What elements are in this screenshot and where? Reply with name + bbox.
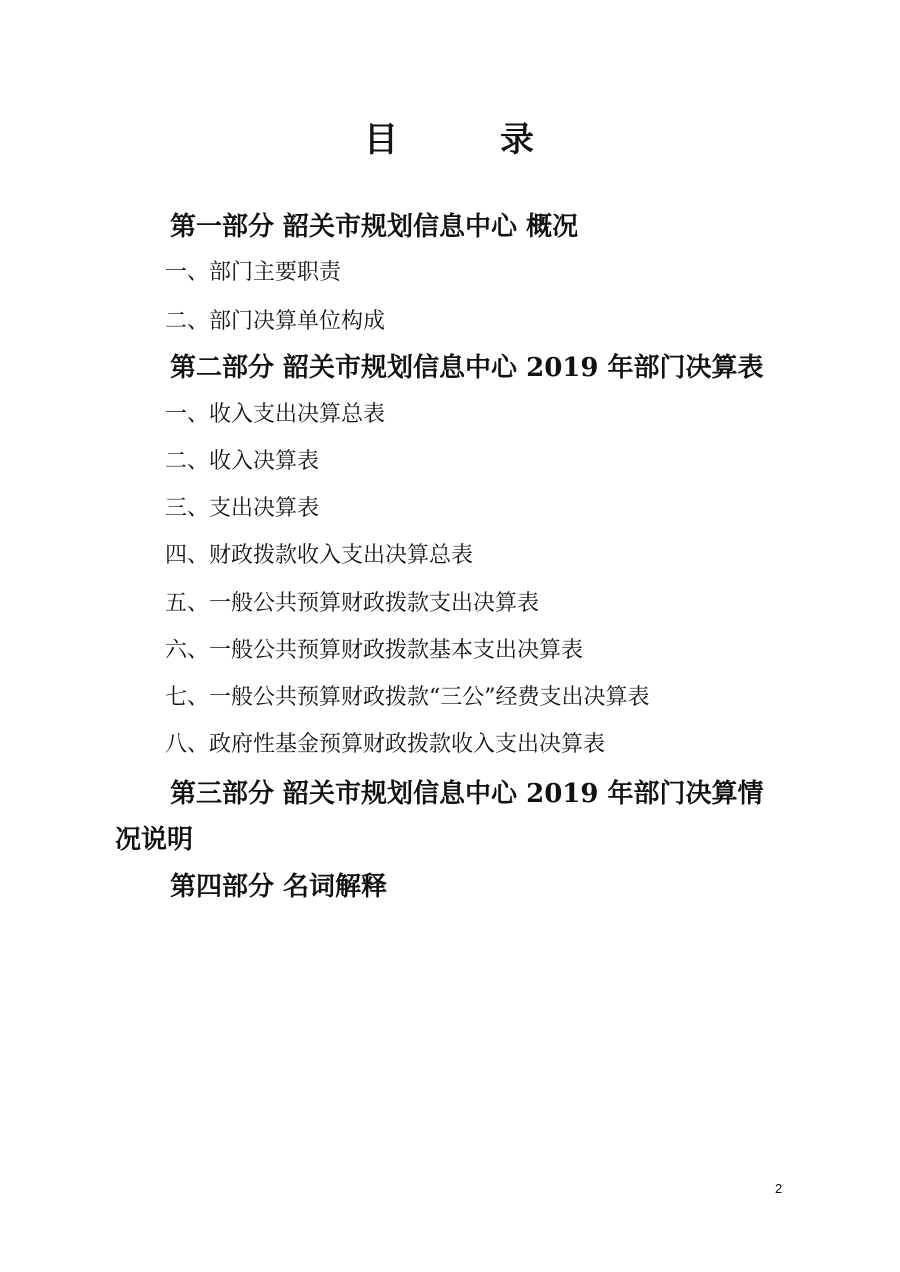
title-char-right: 录	[500, 120, 536, 160]
page-number: 2	[775, 1181, 783, 1196]
toc-part-2-heading[interactable]: 第二部分 韶关市规划信息中心 2019 年部门决算表	[170, 353, 764, 383]
toc-item[interactable]: 三、支出决算表	[165, 496, 320, 521]
title-char-left: 目	[364, 120, 400, 160]
toc-item[interactable]: 五、一般公共预算财政拨款支出决算表	[165, 591, 540, 616]
toc-part-3-line-1: 第三部分 韶关市规划信息中心 2019 年部门决算情	[170, 779, 764, 809]
toc-item[interactable]: 四、财政拨款收入支出决算总表	[165, 543, 474, 568]
toc-item[interactable]: 二、部门决算单位构成	[165, 309, 386, 334]
toc-item[interactable]: 六、一般公共预算财政拨款基本支出决算表	[165, 638, 584, 663]
toc-part-1-heading[interactable]: 第一部分 韶关市规划信息中心 概况	[170, 212, 579, 242]
toc-part-3-line-2: 况说明	[115, 825, 194, 855]
toc-item[interactable]: 一、部门主要职责	[165, 260, 342, 285]
toc-part-3-heading[interactable]	[115, 777, 764, 857]
toc-item[interactable]: 七、一般公共预算财政拨款“三公”经费支出决算表	[165, 685, 650, 710]
toc-item[interactable]: 八、政府性基金预算财政拨款收入支出决算表	[165, 732, 606, 757]
toc-part-4-heading[interactable]: 第四部分 名词解释	[170, 872, 388, 902]
page-title	[0, 112, 900, 161]
toc-item[interactable]: 二、收入决算表	[165, 449, 320, 474]
toc-item[interactable]: 一、收入支出决算总表	[165, 402, 386, 427]
